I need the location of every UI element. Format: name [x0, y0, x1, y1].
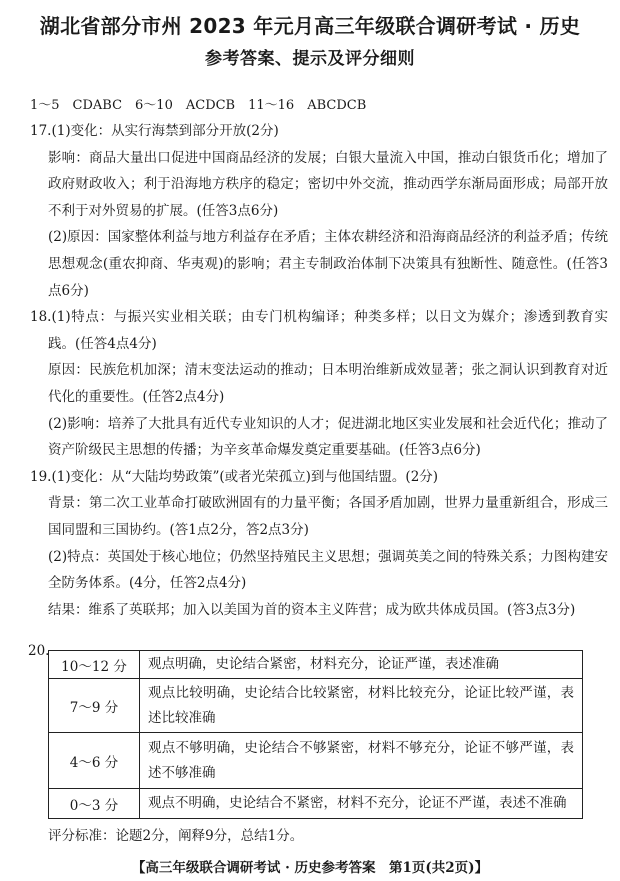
q17-part2: (2)原因：国家整体利益与地方利益存在矛盾；主体农耕经济和沿海商品经济的利益矛盾；传统思想观念(重农抑商、华夷观)的影响；君主专制政治体制下决策具有独断性、随意性。(任答3点6分): [48, 229, 608, 299]
rubric-score: 7～9 分: [49, 679, 140, 733]
scoring-rubric-table: [48, 650, 583, 819]
rubric-row: [49, 733, 583, 789]
rubric-row: [49, 651, 583, 679]
q19-part2-result: 结果：维系了英联邦；加入以美国为首的资本主义阵营；成为欧共体成员国。(答3点3分): [48, 601, 576, 618]
q18-part2: (2)影响：培养了大批具有近代专业知识的人才；促进湖北地区实业发展和社会近代化；推动了资产阶级民主思想的传播；为辛亥革命爆发奠定重要基础。(任答3点6分): [48, 415, 608, 459]
q18-part1-reasons: 原因：民族危机加深；清末变法运动的推动；日本明治维新成效显著；张之洞认识到教育对近代化的重要性。(任答2点4分): [48, 362, 608, 405]
q19-part1-change: 19.(1)变化：从“大陆均势政策”(或者光荣孤立)到与他国结盟。(2分): [30, 468, 439, 485]
rubric-description: 观点不够明确，史论结合不够紧密，材料不够充分，论证不够严谨，表述不够准确: [140, 733, 583, 789]
rubric-description: 观点比较明确，史论结合比较紧密，材料比较充分，论证比较严谨，表述比较准确: [140, 679, 583, 733]
page-subtitle: 参考答案、提示及评分细则: [205, 49, 415, 69]
rubric-row: [49, 679, 583, 733]
q19-part1-background: 背景：第二次工业革命打破欧洲固有的力量平衡；各国矛盾加剧，世界力量重新组合，形成三国同盟和三国协约。(答1点2分，答2点3分): [48, 495, 608, 538]
rubric-score: 10～12 分: [49, 651, 140, 679]
q17-part1-change: 17.(1)变化：从实行海禁到部分开放(2分): [30, 123, 279, 139]
answer-body: [30, 118, 608, 623]
rubric-description: 观点明确，史论结合紧密，材料充分，论证严谨，表述准确: [140, 651, 583, 679]
multiple-choice-answers: 1～5 CDABC 6～10 ACDCB 11～16 ABCDCB: [30, 98, 367, 113]
rubric-row: [49, 789, 583, 819]
q20-number: 20.: [28, 643, 50, 659]
q18-part1-features: 18.(1)特点：与振兴实业相关联；由专门机构编译；种类多样；以日文为媒介；渗透到教育实践。(任答4点4分): [30, 309, 608, 352]
q19-part2-features: (2)特点：英国处于核心地位；仍然坚持殖民主义思想；强调英美之间的特殊关系；力图构建安全防务体系。(4分，任答2点4分): [48, 548, 608, 592]
q17-part1-impact: 影响：商品大量出口促进中国商品经济的发展；白银大量流入中国，推动白银货币化；增加了政府财政收入；利于沿海地方秩序的稳定；密切中外交流，推动西学东渐局面形成；局部开放不利于对外贸易的扩展。(任答3点6分): [48, 149, 608, 219]
page-footer: 【高三年级联合调研考试 · 历史参考答案 第1页(共2页)】: [131, 860, 489, 876]
rubric-score: 0～3 分: [49, 789, 140, 819]
rubric-description: 观点不明确，史论结合不紧密，材料不充分，论证不严谨，表述不准确: [140, 789, 583, 819]
scoring-standard: 评分标准：论题2分，阐释9分，总结1分。: [48, 828, 304, 844]
rubric-score: 4～6 分: [49, 733, 140, 789]
page-title: 湖北省部分市州 2023 年元月高三年级联合调研考试 · 历史: [39, 14, 581, 38]
